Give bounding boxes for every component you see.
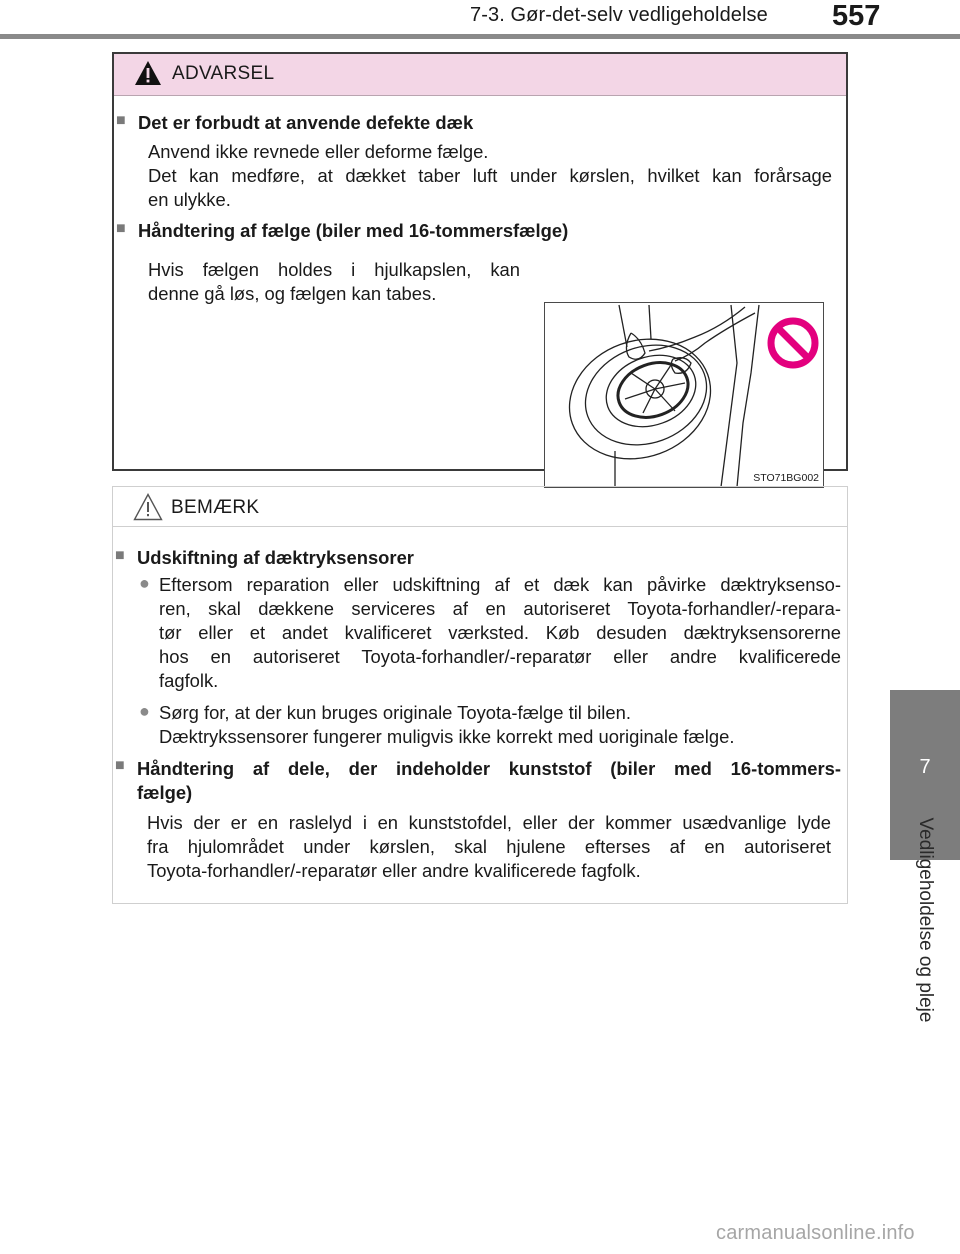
heading-line: fælge) [137,782,193,803]
round-bullet-icon: ● [139,573,150,593]
chapter-title-text: Vedligeholdelse og pleje [915,817,936,1023]
text-line: Toyota-forhandler/-reparatør eller andre kvalificerede fagfolk. [147,860,641,881]
note-header [113,487,847,527]
note-box [112,486,848,904]
note-label: BEMÆRK [171,497,260,518]
caution-triangle-icon [133,493,163,521]
text-line: Sørg for, at der kun bruges originale Toyota-fælge til bilen. [159,702,631,723]
square-bullet-icon: ■ [115,547,125,564]
text-line: fra hjulområdet under kørslen, skal hjulene efterses af en autoriseret [147,836,831,857]
prohibited-icon [771,321,815,365]
wheel-drawing [545,303,823,487]
text-line: Dæktrykssensorer fungerer muligvis ikke korrekt med uoriginale fælge. [159,726,735,747]
text-line: en ulykke. [148,189,231,210]
warning-heading-1: Det er forbudt at anvende defekte dæk [138,112,474,133]
chapter-number: 7 [919,756,931,778]
note-paragraph-2 [147,811,831,883]
warning-triangle-icon [134,60,162,86]
note-heading-1: Udskiftning af dæktryksensorer [137,547,414,568]
warning-label: ADVARSEL [172,63,275,84]
square-bullet-icon: ■ [116,112,126,129]
heading-line: Håndtering af dele, der indeholder kunststof (biler med 16-tommers- [137,758,841,779]
page-number: 557 [832,0,881,32]
note-bullet-2 [159,701,841,749]
warning-header [114,54,846,96]
square-bullet-icon: ■ [116,220,126,237]
square-bullet-icon: ■ [115,757,125,774]
text-line: Det kan medføre, at dækket taber luft under kørslen, hvilket kan forårsage [148,165,832,186]
warning-paragraph-2 [148,258,520,306]
header-divider [0,34,960,39]
note-content [113,527,847,903]
text-line: denne gå løs, og fælgen kan tabes. [148,283,437,304]
text-line: fagfolk. [159,670,219,691]
warning-paragraph-1 [148,140,832,212]
text-line: Hvis der er en raslelyd i en kunststofdel, eller der kommer usædvanlige lyde [147,812,831,833]
warning-box [112,52,848,484]
note-heading-2 [137,757,841,805]
note-bullet-1 [159,573,841,693]
watermark: carmanualsonline.info [716,1222,915,1244]
wheel-illustration [544,302,824,488]
figure-code: STO71BG002 [753,472,819,484]
text-line: hos en autoriseret Toyota-forhandler/-reparatør eller andre kvalificerede [159,646,841,667]
text-line: Eftersom reparation eller udskiftning af et dæk kan påvirke dæktryksenso- [159,574,841,595]
text-line: Anvend ikke revnede eller deforme fælge. [148,141,489,162]
text-line: ren, skal dækkene serviceres af en autoriseret Toyota-forhandler/-repara- [159,598,841,619]
warning-heading-2: Håndtering af fælge (biler med 16-tommersfælge) [138,220,569,241]
text-line: Hvis fælgen holdes i hjulkapslen, kan [148,259,520,280]
round-bullet-icon: ● [139,701,150,721]
section-title: 7-3. Gør-det-selv vedligeholdelse [470,4,768,26]
text-line: tør eller et andet kvalificeret værksted. Køb desuden dæktryksensorerne [159,622,841,643]
warning-content [114,96,846,484]
